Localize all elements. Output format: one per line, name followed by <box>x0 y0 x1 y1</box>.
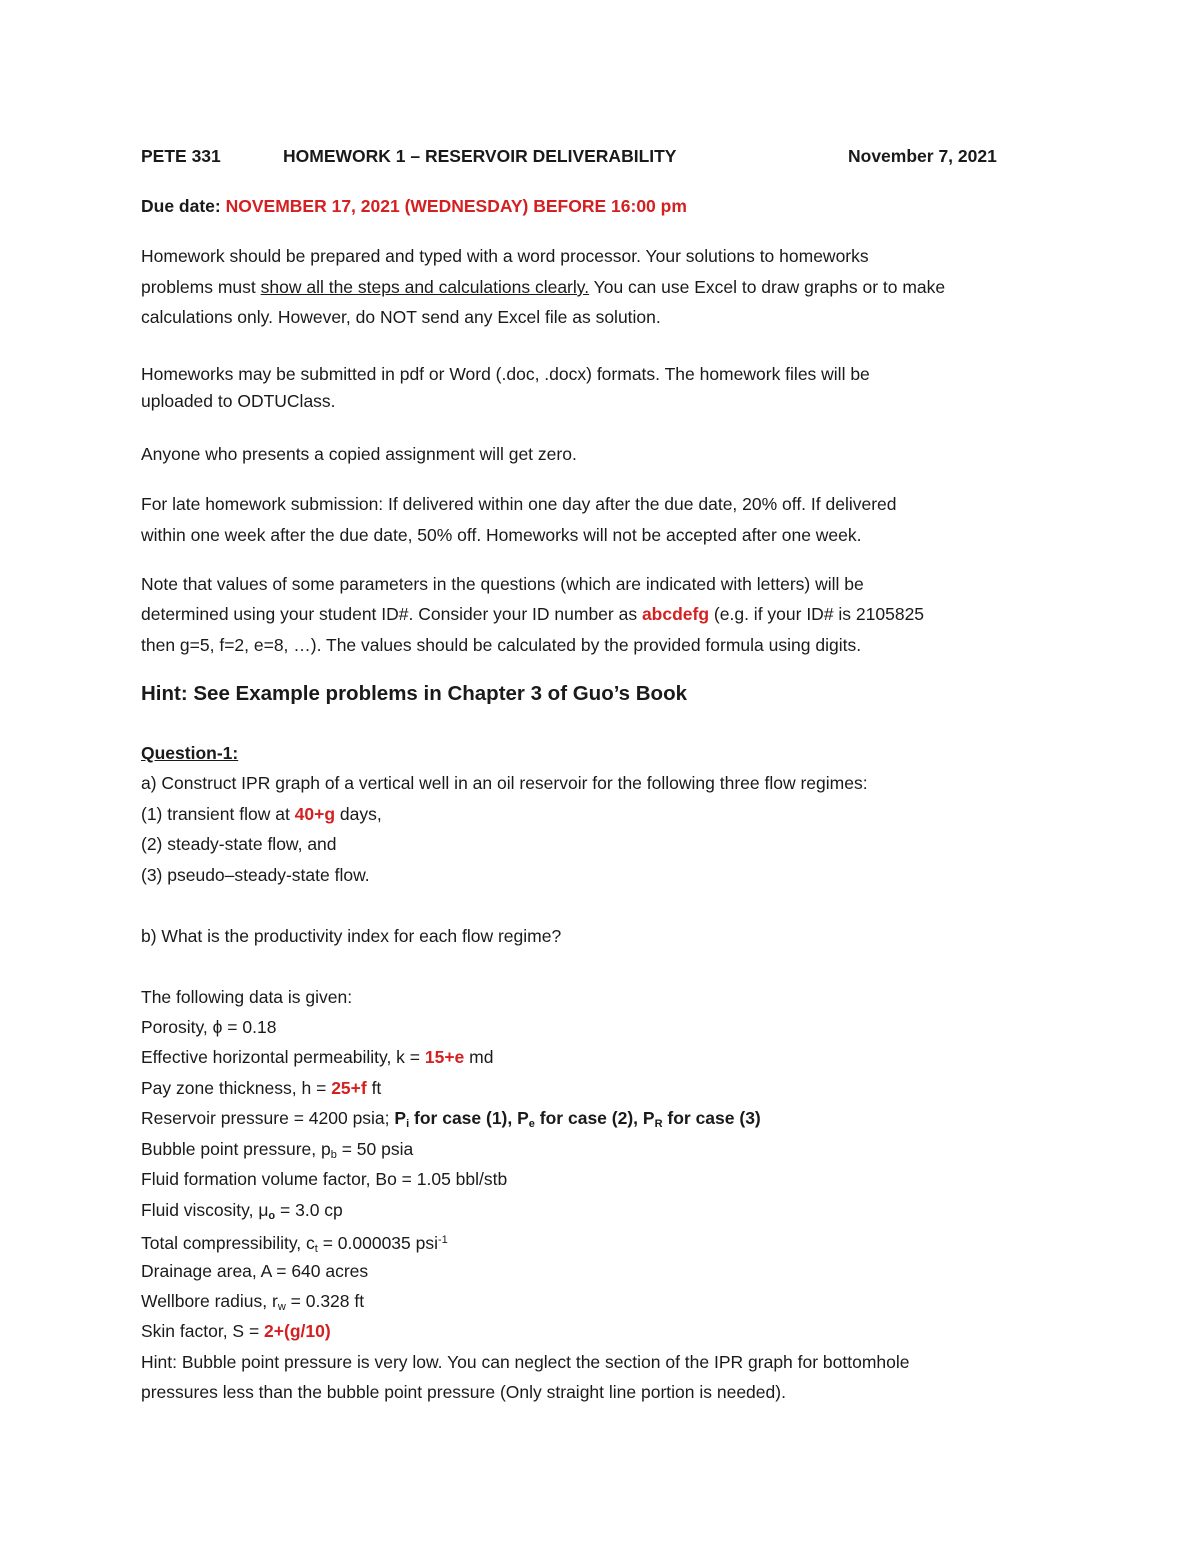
hint-line2: pressures less than the bubble point pressure (Only straight line portion is needed). <box>141 1382 786 1402</box>
reservoir-pressure-line <box>141 1107 761 1135</box>
text-span: (1) transient flow at <box>141 804 295 824</box>
text-span: Effective horizontal permeability, k = <box>141 1047 425 1067</box>
compressibility-line <box>141 1229 448 1260</box>
highlighted-variable: 2+(g/10) <box>264 1321 331 1341</box>
intro-p4-line1: For late homework submission: If delivered within one day after the due date, 20% off. If delivered <box>141 494 897 514</box>
header-course: PETE 331 <box>141 146 221 166</box>
regime-2: (2) steady-state flow, and <box>141 834 337 854</box>
text-span: Total compressibility, c <box>141 1233 315 1253</box>
highlighted-variable: 25+f <box>331 1078 367 1098</box>
text-span: days, <box>335 804 382 824</box>
subscript: i <box>406 1118 410 1130</box>
text-span: (e.g. if your ID# is 2105825 <box>709 604 925 624</box>
highlighted-variable: 40+g <box>294 804 336 824</box>
text-span: md <box>464 1047 494 1067</box>
text-span: for case (1), P <box>409 1108 529 1128</box>
text-span: Bubble point pressure, p <box>141 1139 331 1159</box>
hint-line1: Hint: Bubble point pressure is very low. You can neglect the section of the IPR graph for bottomhole <box>141 1352 910 1372</box>
question-part-b: b) What is the productivity index for each flow regime? <box>141 926 562 946</box>
due-date-label: Due date: <box>141 196 221 216</box>
intro-p1-line3: calculations only. However, do NOT send any Excel file as solution. <box>141 307 661 327</box>
text-span: for case (2), P <box>534 1108 655 1128</box>
underlined-text: show all the steps and calculations clearly. <box>260 277 590 297</box>
porosity-line: Porosity, ϕ = 0.18 <box>141 1017 277 1037</box>
highlighted-variable: abcdefg <box>641 604 710 624</box>
text-span: determined using your student ID#. Consider your ID number as <box>141 604 642 624</box>
intro-p1-line2 <box>141 276 945 298</box>
due-date-value: NOVEMBER 17, 2021 (WEDNESDAY) BEFORE 16:00 pm <box>225 196 687 216</box>
subscript: e <box>528 1118 535 1130</box>
intro-p2-line2: uploaded to ODTUClass. <box>141 391 336 411</box>
intro-p4-line2: within one week after the due date, 50% off. Homeworks will not be accepted after one week. <box>141 525 862 545</box>
header-date: November 7, 2021 <box>848 146 997 166</box>
intro-p5-line1: Note that values of some parameters in the questions (which are indicated with letters) will be <box>141 574 864 594</box>
text-span: for case (3) <box>662 1108 761 1128</box>
text-span: Reservoir pressure = 4200 psia; <box>141 1108 395 1128</box>
highlighted-variable: 15+e <box>424 1047 465 1067</box>
regime-3: (3) pseudo–steady-state flow. <box>141 865 370 885</box>
permeability-line <box>141 1046 493 1068</box>
header-title: HOMEWORK 1 – RESERVOIR DELIVERABILITY <box>283 146 677 166</box>
subscript: t <box>314 1243 318 1255</box>
regime-1 <box>141 803 382 825</box>
text-span: P <box>394 1108 407 1128</box>
due-date-line <box>141 195 687 217</box>
text-span: Pay zone thickness, h = <box>141 1078 332 1098</box>
question-part-a: a) Construct IPR graph of a vertical well in an oil reservoir for the following three flow regimes: <box>141 773 868 793</box>
text-span: Fluid viscosity, μ <box>141 1200 269 1220</box>
superscript: -1 <box>438 1234 448 1246</box>
pay-zone-line <box>141 1077 381 1099</box>
text-span: problems must <box>141 277 261 297</box>
text-span: ft <box>366 1078 382 1098</box>
hint-heading: Hint: See Example problems in Chapter 3 of Guo’s Book <box>141 682 688 705</box>
text-span: = 50 psia <box>336 1139 414 1159</box>
text-span: = 3.0 cp <box>275 1200 343 1220</box>
subscript: o <box>268 1210 276 1222</box>
intro-p1-line1: Homework should be prepared and typed with a word processor. Your solutions to homeworks <box>141 246 869 266</box>
drainage-area-line: Drainage area, A = 640 acres <box>141 1261 369 1281</box>
text-span: = 0.328 ft <box>285 1291 365 1311</box>
text-span: You can use Excel to draw graphs or to make <box>589 277 946 297</box>
bubble-point-line <box>141 1138 413 1166</box>
question-title: Question-1: <box>141 743 239 763</box>
intro-p3: Anyone who presents a copied assignment will get zero. <box>141 444 577 464</box>
text-span: = 0.000035 psi <box>317 1233 438 1253</box>
fvf-line: Fluid formation volume factor, Bo = 1.05 bbl/stb <box>141 1169 508 1189</box>
text-span: Skin factor, S = <box>141 1321 265 1341</box>
subscript: b <box>330 1149 337 1161</box>
intro-p2-line1: Homeworks may be submitted in pdf or Word (.doc, .docx) formats. The homework files will be <box>141 364 870 384</box>
viscosity-line <box>141 1199 343 1227</box>
wellbore-radius-line <box>141 1290 364 1318</box>
subscript: R <box>654 1118 663 1130</box>
text-span: Wellbore radius, r <box>141 1291 278 1311</box>
given-intro: The following data is given: <box>141 987 353 1007</box>
subscript: w <box>277 1301 286 1313</box>
skin-factor-line <box>141 1320 331 1342</box>
intro-p5-line2 <box>141 603 924 625</box>
intro-p5-line3: then g=5, f=2, e=8, …). The values should be calculated by the provided formula using digits. <box>141 635 862 655</box>
